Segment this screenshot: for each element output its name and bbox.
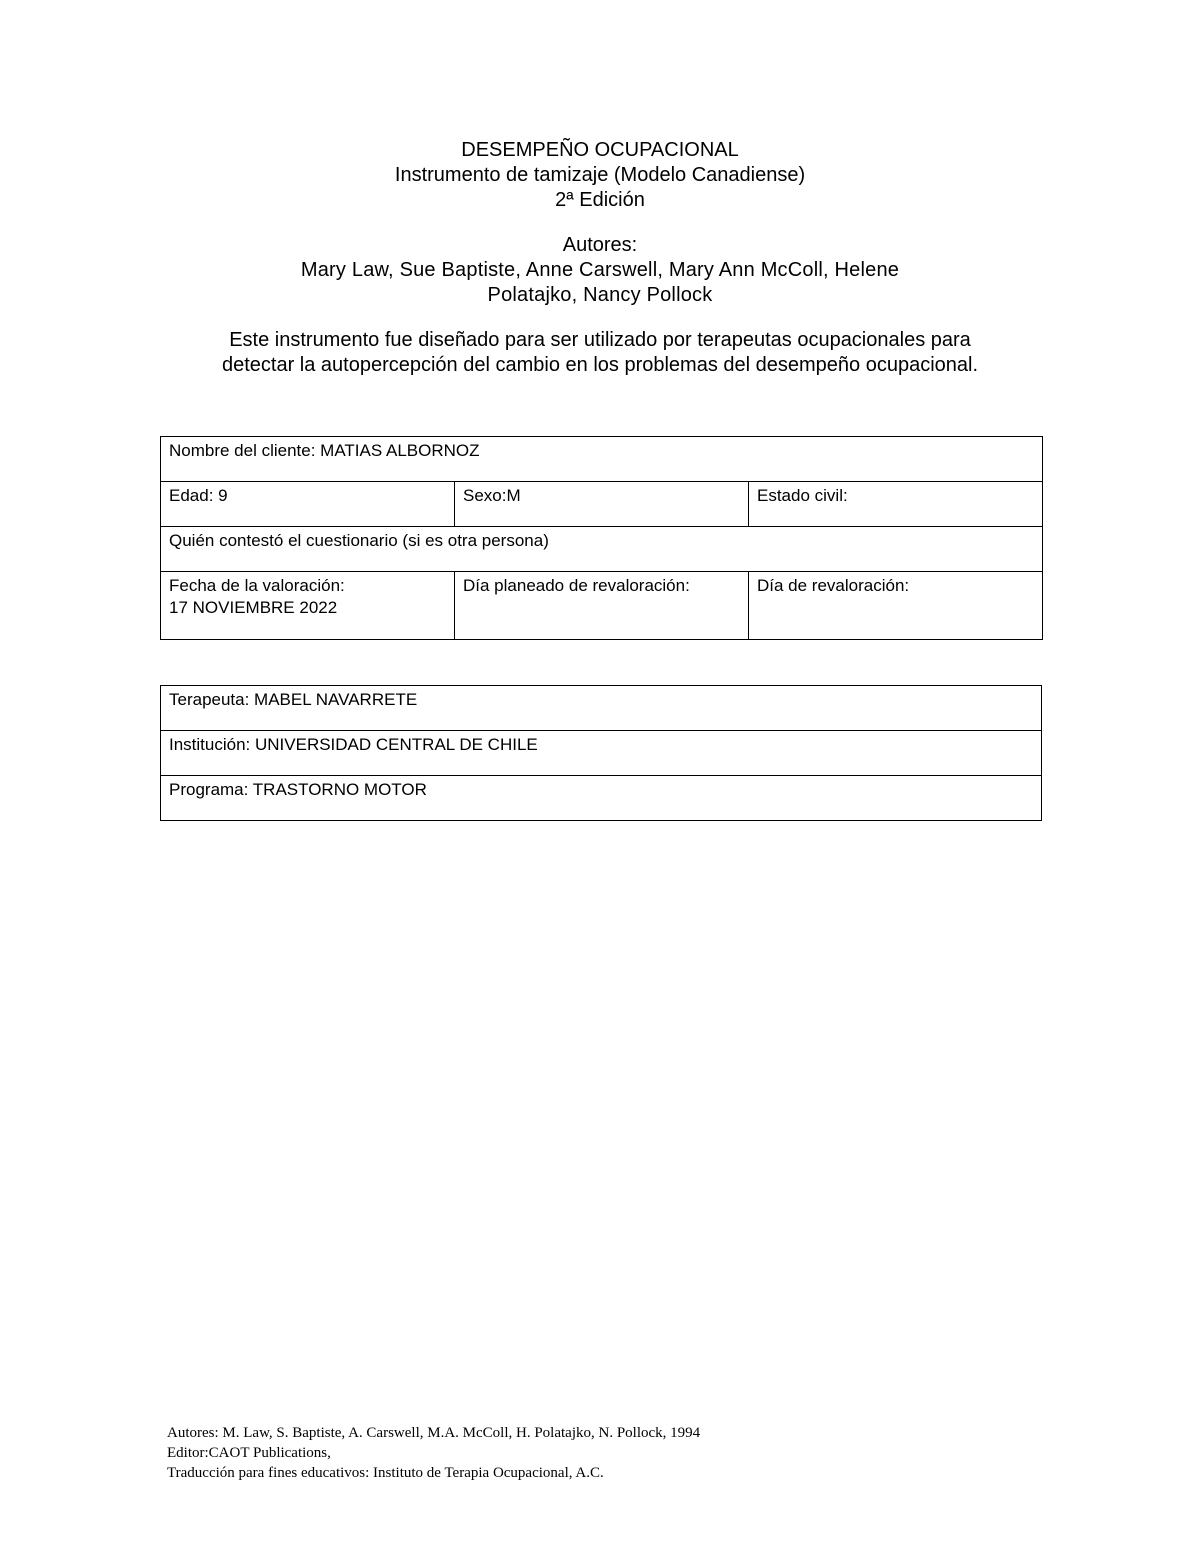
description-line-1: Este instrumento fue diseñado para ser utilizado por terapeutas ocupacionales para: [229, 329, 971, 351]
table-row: [161, 527, 1043, 572]
program-field[interactable]: Programa: TRASTORNO MOTOR: [161, 776, 1042, 821]
sex-field[interactable]: Sexo:M: [455, 482, 749, 527]
table-row: [161, 482, 1043, 527]
reassessment-day-field[interactable]: Día de revaloración:: [749, 572, 1043, 640]
client-info-table: [160, 436, 1043, 640]
table-row: [161, 686, 1042, 731]
therapist-field[interactable]: Terapeuta: MABEL NAVARRETE: [161, 686, 1042, 731]
civil-status-field[interactable]: Estado civil:: [749, 482, 1043, 527]
table-row: [161, 572, 1043, 640]
footer-editor: Editor:CAOT Publications,: [167, 1445, 331, 1461]
footer-authors: Autores: M. Law, S. Baptiste, A. Carswell, M.A. McColl, H. Polatajko, N. Pollock, 1994: [167, 1425, 701, 1441]
planned-reassessment-field[interactable]: Día planeado de revaloración:: [455, 572, 749, 640]
document-footer: [167, 1423, 700, 1483]
table-row: [161, 776, 1042, 821]
authors-list-line-1: Mary Law, Sue Baptiste, Anne Carswell, Mary Ann McColl, Helene: [300, 259, 900, 281]
respondent-field[interactable]: Quién contestó el cuestionario (si es otra persona): [161, 527, 1043, 572]
institution-field[interactable]: Institución: UNIVERSIDAD CENTRAL DE CHILE: [161, 731, 1042, 776]
assessment-date-label: Fecha de la valoración:: [169, 576, 345, 595]
client-name-field[interactable]: Nombre del cliente: MATIAS ALBORNOZ: [161, 437, 1043, 482]
document-subtitle: Instrumento de tamizaje (Modelo Canadiense): [394, 164, 806, 186]
assessment-date-value: 17 NOVIEMBRE 2022: [169, 598, 338, 617]
age-field[interactable]: Edad: 9: [161, 482, 455, 527]
document-title: DESEMPEÑO OCUPACIONAL: [461, 139, 739, 161]
assessment-date-field[interactable]: [161, 572, 455, 640]
document-header: [0, 138, 1200, 378]
table-row: [161, 731, 1042, 776]
document-edition: 2ª Edición: [555, 189, 645, 211]
footer-translation: Traducción para fines educativos: Instituto de Terapia Ocupacional, A.C.: [167, 1465, 604, 1481]
description-line-2: detectar la autopercepción del cambio en los problemas del desempeño ocupacional.: [221, 354, 979, 376]
table-row: [161, 437, 1043, 482]
authors-label: Autores:: [562, 234, 638, 256]
authors-list-line-2: Polatajko, Nancy Pollock: [487, 284, 713, 306]
therapist-info-table: [160, 685, 1042, 821]
